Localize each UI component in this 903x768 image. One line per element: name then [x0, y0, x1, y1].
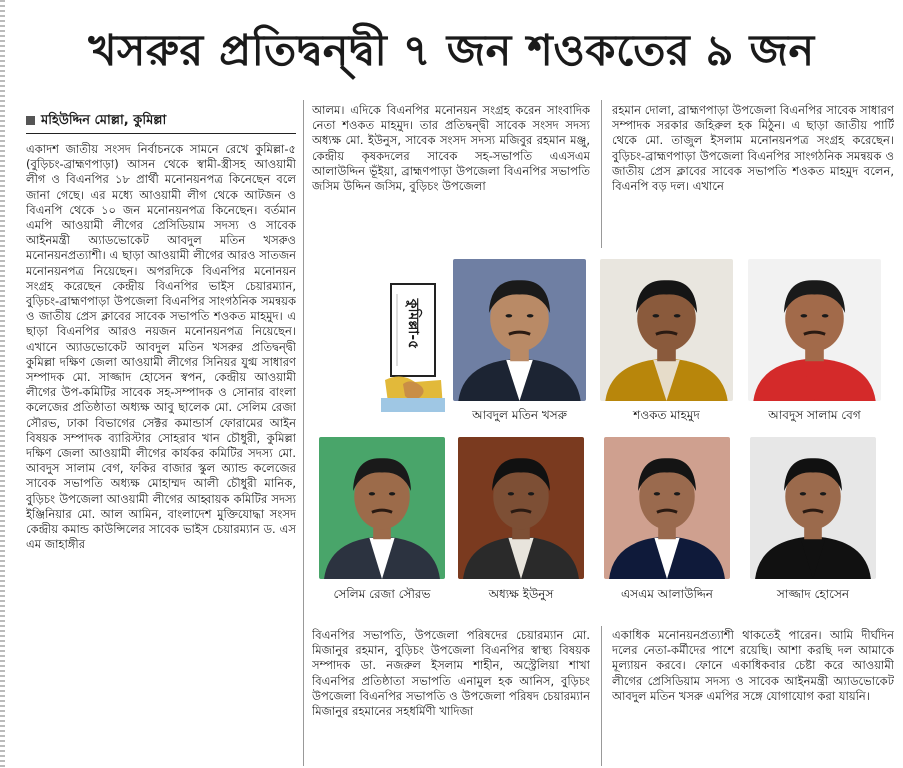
- portrait-eye: [820, 492, 826, 495]
- portrait-illustration: [750, 437, 876, 579]
- column-divider: [601, 626, 602, 766]
- portrait-illustration: [319, 437, 445, 579]
- portrait-eye: [674, 492, 680, 495]
- photo-caption: সাজ্জাদ হোসেন: [776, 587, 850, 601]
- portrait-eye: [653, 314, 660, 317]
- byline: [26, 111, 166, 132]
- portrait-eye: [369, 492, 375, 495]
- photo-caption: শওকত মাহমুদ: [633, 408, 700, 422]
- portrait-photo: [458, 437, 584, 579]
- portrait-illustration: [600, 259, 733, 401]
- portrait-photo: [319, 437, 445, 579]
- portrait-illustration: [458, 437, 584, 579]
- portrait-eye: [674, 314, 681, 317]
- headline: খসরুর প্রতিদ্বন্দ্বী ৭ জন শওকতের ৯ জন: [88, 26, 815, 76]
- portrait-illustration: [453, 259, 586, 401]
- photo-caption: অধ্যক্ষ ইউনুস: [488, 587, 554, 601]
- portrait-photo: [600, 259, 733, 401]
- article-column-3-bottom: একাধিক মনোনয়নপ্রত্যাশী থাকতেই পারেন। আমি দীর্ঘদিন দলের নেতা-কর্মীদের পাশে রয়েছি। আশা করছি দল আমাকে মূল্যায়ন করবে। ফোনে একাধিকবার চেষ্টা করে আওয়ামী লীগের প্রেসিডিয়াম সদস্য ও সাবেক আইনমন্ত্রী অ্যাডভোকেট আবদুল মতিন খসরু এমপির সঙ্গে যোগাযোগ করা যায়নি।: [612, 628, 894, 703]
- column-divider: [601, 100, 602, 248]
- portrait-eye: [528, 492, 534, 495]
- portrait-photo: [604, 437, 730, 579]
- portrait-illustration: [604, 437, 730, 579]
- article-column-2-top: আলম। এদিকে বিএনপির মনোনয়ন সংগ্রহ করেন সাংবাদিক নেতা শওকত মাহমুদ। তার প্রতিদ্বন্দ্বী সাবেক সংসদ সদস্য অধ্যক্ষ মো. ইউনুস, সাবেক সংসদ সদস্য মজিবুর রহমান মঞ্জু, কেন্দ্রীয় কৃষকদলের সাবেক সহ-সভাপতি এএসএম আলাউদ্দিন ভূঁইয়া, ব্রাহ্মণপাড়া উপজেলা বিএনপির সভাপতি জসিম উদ্দিন জসিম, বুড়িচং উপজেলা: [312, 103, 590, 194]
- portrait-photo: [750, 437, 876, 579]
- portrait-eye: [822, 314, 829, 317]
- byline-text: মহিউদ্দিন মোল্লা, কুমিল্লা: [41, 113, 167, 128]
- portrait-illustration: [748, 259, 881, 401]
- byline-rule: [26, 133, 296, 134]
- article-column-3-top: রহমান দোলা, ব্রাহ্মণপাড়া উপজেলা বিএনপির সাবেক সাধারণ সম্পাদক সরকার জহিরুল হক মিঠুন। এ ছাড়া জাতীয় পার্টি থেকে মো. তাজুল ইসলাম মনোনয়নপত্র সংগ্রহ করেছেন। বুড়িচং-ব্রাহ্মণপাড়া উপজেলা বিএনপির সাংগঠনিক সমন্বয়ক ও জাতীয় প্রেস ক্লাবের সাবেক সভাপতি শওকত মাহমুদ বলেন, বিএনপি বড় দল। এখানে: [612, 103, 894, 194]
- portrait-photo: [748, 259, 881, 401]
- photo-caption: আবদুস সালাম বেগ: [768, 408, 861, 422]
- page-edge-margin: [0, 0, 5, 768]
- article-column-1: একাদশ জাতীয় সংসদ নির্বাচনকে সামনে রেখে কুমিল্লা-৫ (বুড়িচং-ব্রাহ্মণপাড়া) আসন থেকে স্বামী-স্ত্রীসহ আওয়ামী লীগ ও বিএনপির ১৮ প্রার্থী মনোনয়নপত্র কিনেছেন বলে জানা গেছে। এর মধ্যে আওয়ামী লীগ থেকে আটজন ও বিএনপি থেকে ১০ জন মনোনয়নপত্র কিনেছেন। বর্তমান এমপি আওয়ামী লীগের প্রেসিডিয়াম সদস্য ও সাবেক আইনমন্ত্রী অ্যাডভোকেট আবদুল মতিন খসরুও মনোনয়নপ্রত্যাশী। এ ছাড়া আওয়ামী লীগের আরও সাতজন মনোনয়নপত্র নিয়েছেন। অপরদিকে বিএনপির মনোনয়ন সংগ্রহ করেছেন কেন্দ্রীয় বিএনপির ভাইস চেয়ারম্যান, বুড়িচং-ব্রাহ্মণপাড়া উপজেলা বিএনপির সাংগঠনিক সমন্বয়ক ও জাতীয় প্রেস ক্লাবের সাবেক সভাপতি শওকত মাহমুদ। এ ছাড়া বিএনপির আরও নয়জন মনোনয়নপত্র নিয়েছেন। এখানে অ্যাডভোকেট আবদুল মতিন খসরুর প্রতিদ্বন্দ্বী কুমিল্লা দক্ষিণ জেলা আওয়ামী লীগের সিনিয়র যুগ্ম সাধারণ সম্পাদক মো. সাজ্জাদ হোসেন স্বপন, কেন্দ্রীয় আওয়ামী লীগের উপ-কমিটির সাবেক সহ-সম্পাদক ও সোনার বাংলা কলেজের প্রতিষ্ঠাতা অধ্যক্ষ আবু ছালেক মো. সেলিম রেজা সৌরভ, ঢাকা বিভাগের সেক্টর কমান্ডার্স ফোরামের আইন বিষয়ক সম্পাদক ব্যারিস্টার সোহরাব খান চৌধুরী, কুমিল্লা দক্ষিণ জেলা আওয়ামী লীগের কার্যকর কমিটির সদস্য মো. আবদুস সালাম বেগ, ফকির বাজার স্কুল অ্যান্ড কলেজের সাবেক সভাপতি অধ্যক্ষ মোহাম্মদ আলী চৌধুরী মানিক, বুড়িচং উপজেলা আওয়ামী লীগের আহ্বায়ক কমিটির সদস্য ইঞ্জিনিয়ার মো. আল আমিন, বাংলাদেশ মুক্তিযোদ্ধা সংসদ কেন্দ্রীয় কমান্ড কাউন্সিলের সাবেক ভাইস চেয়ারম্যান ড. এস এম জাহাঙ্গীর: [26, 142, 296, 552]
- portrait-eye: [801, 314, 808, 317]
- byline-bullet-icon: [26, 116, 35, 125]
- portrait-eye: [508, 492, 514, 495]
- portrait-eye: [654, 492, 660, 495]
- column-divider: [303, 100, 304, 766]
- ballot-label: কুমিল্লা-৫: [405, 298, 421, 350]
- ballot-graphic: [381, 280, 445, 412]
- photo-caption: এসএম আলাউদ্দিন: [621, 587, 713, 601]
- photo-caption: সেলিম রেজা সৌরভ: [333, 587, 431, 601]
- portrait-photo: [453, 259, 586, 401]
- portrait-eye: [527, 314, 534, 317]
- photo-caption: আবদুল মতিন খসরু: [472, 408, 567, 422]
- portrait-eye: [800, 492, 806, 495]
- portrait-eye: [389, 492, 395, 495]
- portrait-eye: [506, 314, 513, 317]
- article-column-2-bottom: বিএনপির সভাপতি, উপজেলা পরিষদের চেয়ারম্যান মো. মিজানুর রহমান, বুড়িচং উপজেলা বিএনপির স্বাস্থ্য বিষয়ক সম্পাদক ডা. নজরুল ইসলাম শাহীন, অস্ট্রেলিয়া শাখা বিএনপির প্রতিষ্ঠাতা সভাপতি এনামুল হক আনিস, বুড়িচং উপজেলা বিএনপির সভাপতি ও উপজেলা পরিষদ চেয়ারম্যান মিজানুর রহমানের সহধর্মিণী খাদিজা: [312, 628, 590, 719]
